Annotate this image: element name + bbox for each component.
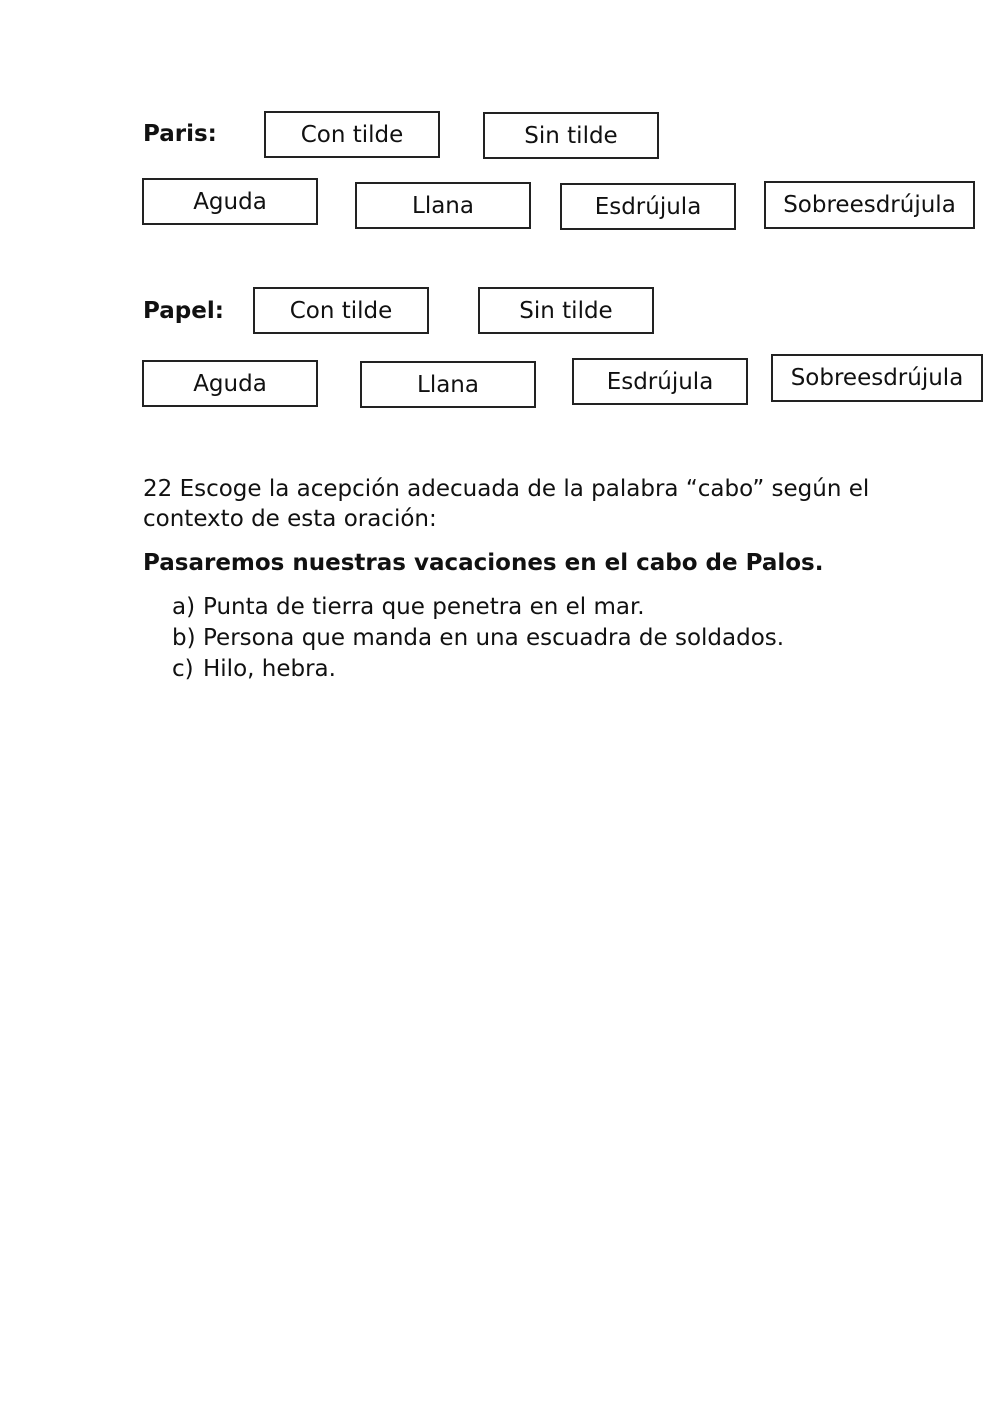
option-c[interactable] — [172, 654, 784, 685]
option-a-text: Punta de tierra que penetra en el mar. — [203, 594, 645, 620]
papel-con-tilde-button[interactable]: Con tilde — [253, 287, 429, 334]
option-a-letter: a) — [172, 594, 196, 620]
papel-aguda-button[interactable]: Aguda — [142, 360, 318, 407]
paris-sobreesdrujula-button[interactable]: Sobreesdrújula — [764, 181, 975, 229]
paris-sin-tilde-button[interactable]: Sin tilde — [483, 112, 659, 159]
word-label-papel: Papel: — [143, 298, 224, 324]
option-c-text: Hilo, hebra. — [203, 656, 336, 682]
papel-sin-tilde-button[interactable]: Sin tilde — [478, 287, 654, 334]
option-c-letter: c) — [172, 656, 194, 682]
paris-con-tilde-button[interactable]: Con tilde — [264, 111, 440, 158]
papel-esdrujula-button[interactable]: Esdrújula — [572, 358, 748, 405]
papel-llana-button[interactable]: Llana — [360, 361, 536, 408]
option-b-letter: b) — [172, 625, 196, 651]
context-sentence: Pasaremos nuestras vacaciones en el cabo de Palos. — [143, 550, 824, 576]
papel-sobreesdrujula-button[interactable]: Sobreesdrújula — [771, 354, 983, 402]
answer-options — [172, 592, 784, 685]
word-label-paris: Paris: — [143, 121, 217, 147]
question-text: 22 Escoge la acepción adecuada de la palabra “cabo” según el contexto de esta oración: — [143, 476, 870, 532]
paris-esdrujula-button[interactable]: Esdrújula — [560, 183, 736, 230]
option-b-text: Persona que manda en una escuadra de soldados. — [203, 625, 785, 651]
paris-llana-button[interactable]: Llana — [355, 182, 531, 229]
option-b[interactable] — [172, 623, 784, 654]
paris-aguda-button[interactable]: Aguda — [142, 178, 318, 225]
option-a[interactable] — [172, 592, 784, 623]
